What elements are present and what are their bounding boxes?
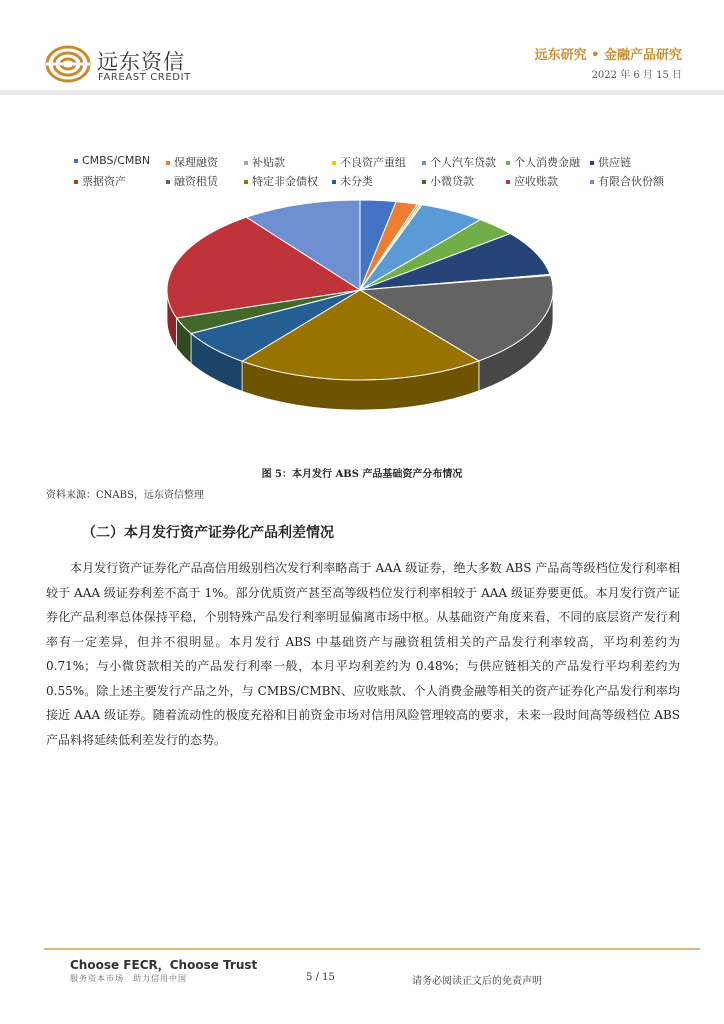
legend-label: 应收账款 xyxy=(514,175,558,188)
footer-slogan: Choose FECR，Choose Trust xyxy=(70,958,258,972)
legend-label: CMBS/CMBN xyxy=(82,154,151,167)
legend-swatch xyxy=(506,180,510,184)
legend-swatch xyxy=(506,161,510,165)
section-title: （二）本月发行资产证券化产品利差情况 xyxy=(82,525,334,541)
legend-label: 有限合伙份额 xyxy=(598,175,664,188)
brand-name-en: FAREAST CREDIT xyxy=(98,72,191,83)
figure-caption: 图 5：本月发行 ABS 产品基础资产分布情况 xyxy=(261,469,463,480)
legend-label: 保理融资 xyxy=(174,156,218,169)
legend-item xyxy=(506,173,558,189)
footer-divider xyxy=(44,948,700,950)
legend-item xyxy=(590,173,664,189)
legend-swatch xyxy=(590,161,594,165)
legend-label: 小微贷款 xyxy=(430,175,474,188)
legend-label: 个人汽车贷款 xyxy=(430,156,496,169)
legend-label: 融资租赁 xyxy=(174,175,218,188)
figure-source: 资料来源：CNABS，远东资信整理 xyxy=(46,490,204,501)
legend-swatch xyxy=(166,180,170,184)
report-series: 远东研究 • 金融产品研究 xyxy=(534,48,682,63)
legend-label: 未分类 xyxy=(340,175,373,188)
legend-item xyxy=(332,154,406,170)
legend-swatch xyxy=(74,159,78,163)
legend-label: 补贴款 xyxy=(252,156,285,169)
legend-item xyxy=(422,154,496,170)
legend-item xyxy=(332,173,373,189)
page-number: 5 / 15 xyxy=(306,972,335,983)
legend-item xyxy=(244,154,285,170)
legend-item xyxy=(166,154,218,170)
header-divider xyxy=(0,90,724,95)
legend-swatch xyxy=(422,161,426,165)
legend-swatch xyxy=(332,161,336,165)
legend-swatch xyxy=(244,161,248,165)
legend-swatch xyxy=(332,180,336,184)
legend-label: 供应链 xyxy=(598,156,631,169)
legend-item xyxy=(74,173,126,189)
legend-swatch xyxy=(244,180,248,184)
legend-item xyxy=(74,154,150,167)
legend-swatch xyxy=(590,180,594,184)
report-date: 2022 年 6 月 15 日 xyxy=(591,70,682,81)
brand-name-cn: 远东资信 xyxy=(97,50,185,74)
section-paragraph: 本月发行资产证券化产品高信用级别档次发行利率略高于 AAA 级证券，绝大多数 ABS 产品高等级档位发行利率相较于 AAA 级证券利差不高于 1%。部分优质资产甚至高等级档位发行利率相较于 AAA 级证券要更低。本月发行资产证券化产品利率总体保持平稳，个别特殊产品发行利率明显偏离市场中枢。从基础资产角度来看，不同的底层资产发行利率有一定差异，但并不很明显。本月发行 ABS 中基础资产与融资租赁相关的产品发行利率较高，平均利差约为 0.71%；与小微贷款相关的产品发行利率一般，本月平均利差约为 0.48%；与供应链相关的产品发行平均利差约为 0.55%。除上述主要发行产品之外，与 CMBS/CMBN、应收账款、个人消费金融等相关的资产证券化产品发行利率均接近 AAA 级证券。随着流动性的极度充裕和目前资金市场对信用风险管理较高的要求，未来一段时间高等级档位 ABS 产品料将延续低利差发行的态势。 xyxy=(46,561,680,747)
legend-item xyxy=(590,154,631,170)
page-header xyxy=(0,0,724,95)
footer-disclaimer: 请务必阅读正文后的免责声明 xyxy=(412,976,542,987)
legend-item xyxy=(506,154,580,170)
legend-swatch xyxy=(422,180,426,184)
legend-label: 不良资产重组 xyxy=(340,156,406,169)
footer-subslogan: 服务资本市场 助力信用中国 xyxy=(70,974,187,983)
fareast-logo-icon xyxy=(44,44,92,84)
legend-item xyxy=(166,173,218,189)
legend-item xyxy=(244,173,318,189)
legend-label: 票据资产 xyxy=(82,175,126,188)
legend-swatch xyxy=(166,161,170,165)
legend-label: 个人消费金融 xyxy=(514,156,580,169)
legend-item xyxy=(422,173,474,189)
legend-label: 特定非金债权 xyxy=(252,175,318,188)
pie-chart xyxy=(160,198,560,418)
legend-swatch xyxy=(74,180,78,184)
